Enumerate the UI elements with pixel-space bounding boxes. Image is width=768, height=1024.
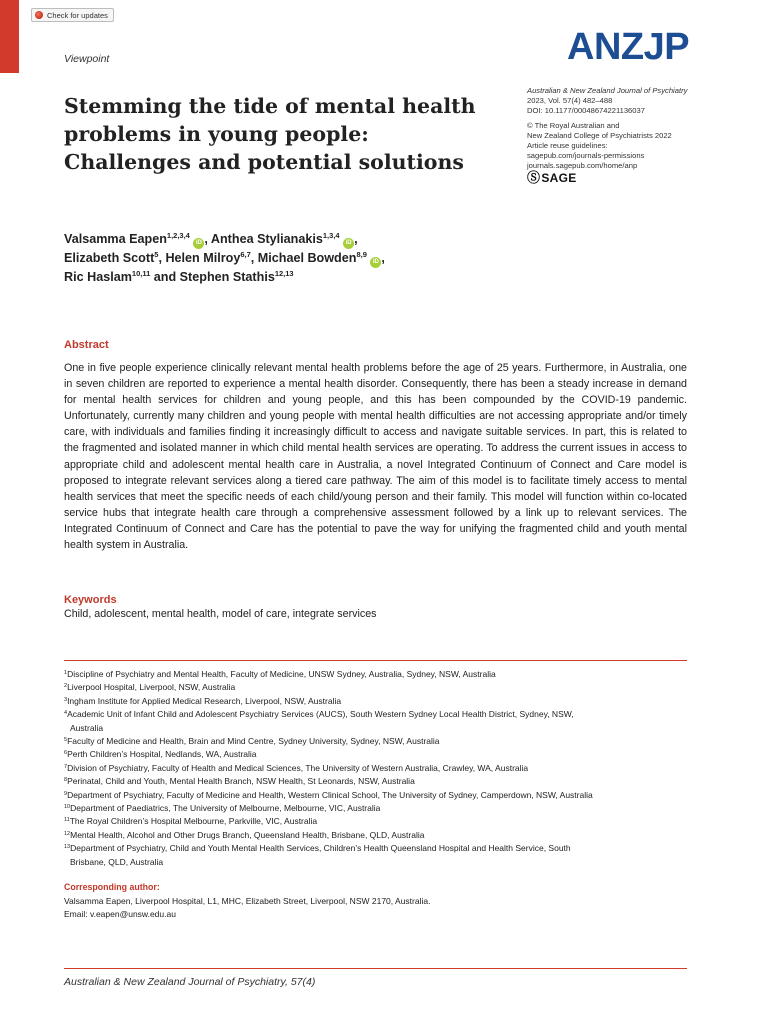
affiliation-text: Discipline of Psychiatry and Mental Health, Faculty of Medicine, UNSW Sydney, Australia, Sydney, NSW, Australia	[67, 669, 496, 679]
author-name: Ric Haslam	[64, 270, 132, 284]
affiliation-number: 11	[64, 817, 70, 824]
copyright-line-2: New Zealand College of Psychiatrists 2022	[527, 131, 672, 140]
affiliation-item	[64, 789, 687, 802]
corresponding-heading: Corresponding author:	[64, 882, 160, 892]
article-type: Viewpoint	[64, 53, 110, 65]
affiliation-text: Faculty of Medicine and Health, Brain and Mind Centre, Sydney University, Sydney, NSW, Australia	[67, 736, 440, 747]
affiliation-number: 13	[64, 844, 71, 851]
affiliation-number: 3	[64, 696, 68, 703]
author-name: Anthea Stylianakis	[210, 232, 323, 246]
affiliation-number: 7	[64, 763, 68, 770]
affiliation-text: Perth Children’s Hospital, Nedlands, WA, Australia	[67, 749, 257, 760]
affiliation-item	[64, 708, 687, 735]
and-word: and	[153, 270, 177, 284]
journal-homepage-link[interactable]: journals.sagepub.com/home/anp	[527, 161, 638, 170]
article-title: Stemming the tide of mental health problems in young people: Challenges and potential solutions	[64, 94, 476, 174]
affiliation-item	[64, 829, 687, 842]
author-affil-refs: 1,3,4	[322, 231, 340, 240]
copyright-line-1: © The Royal Australian and	[527, 121, 620, 130]
affiliation-text: Liverpool Hospital, Liverpool, NSW, Australia	[67, 682, 236, 693]
orcid-icon[interactable]: iD	[193, 238, 204, 249]
reuse-guidelines-label: Article reuse guidelines:	[527, 141, 608, 150]
affiliation-number: 6	[64, 750, 68, 757]
permissions-link[interactable]: sagepub.com/journals-permissions	[527, 151, 645, 160]
orcid-icon[interactable]: iD	[343, 238, 354, 249]
affiliation-number: 5	[64, 737, 68, 744]
affiliation-text: The Royal Children’s Hospital Melbourne, Parkville, VIC, Australia	[69, 816, 318, 827]
affiliation-text: Perinatal, Child and Youth, Mental Health Branch, NSW Health, St Leonards, NSW, Australia	[67, 776, 415, 787]
corresponding-details	[64, 895, 430, 922]
affiliation-number: 1	[64, 670, 68, 676]
affiliation-number: 4	[64, 710, 68, 717]
affiliation-item	[64, 802, 687, 815]
affiliation-item	[64, 668, 687, 681]
page-footer: Australian & New Zealand Journal of Psychiatry, 57(4)	[64, 976, 316, 988]
corresponding-email[interactable]: Email: v.eapen@unsw.edu.au	[64, 909, 176, 920]
affiliation-text: Department of Psychiatry, Faculty of Medicine and Health, Western Clinical School, The University of Sydney, Camperdown, NSW, Australia	[67, 789, 593, 800]
author-affil-refs: 10,11	[131, 269, 151, 278]
author-affil-refs: 12,13	[274, 269, 294, 278]
affiliation-item	[64, 775, 687, 788]
journal-meta	[527, 86, 727, 183]
affiliation-text: Department of Psychiatry, Child and Youth Mental Health Services, Children’s Health Queensland Hospital and Health Service, South	[70, 843, 571, 854]
author-name: Helen Milroy	[165, 251, 241, 265]
affiliation-text: Academic Unit of Infant Child and Adolescent Psychiatry Services (AUCS), South Western Sydney Local Health District, Sydney, NSW,	[67, 709, 574, 720]
affiliation-item	[64, 842, 687, 869]
affiliation-number: 10	[64, 804, 71, 811]
author-affil-refs: 6,7	[240, 250, 251, 259]
affiliation-text: Department of Paediatrics, The University of Melbourne, Melbourne, VIC, Australia	[70, 803, 381, 814]
author-name: Valsamma Eapen	[64, 232, 167, 246]
affiliations-list	[64, 668, 687, 869]
affiliation-item	[64, 748, 687, 761]
publisher-logo	[527, 170, 727, 185]
keywords-heading: Keywords	[64, 594, 117, 606]
journal-volume: 2023, Vol. 57(4) 482–488	[527, 96, 613, 105]
affiliation-text: Mental Health, Alcohol and Other Drugs Branch, Queensland Health, Brisbane, QLD, Australia	[70, 829, 425, 840]
author-name: Elizabeth Scott	[64, 251, 155, 265]
affiliation-number: 2	[64, 683, 68, 690]
divider	[64, 660, 687, 661]
author-affil-refs: 1,2,3,4	[166, 231, 190, 240]
author-affil-refs: 5	[154, 250, 159, 259]
accent-bar	[0, 0, 19, 73]
footer-divider	[64, 968, 687, 969]
author-list: Valsamma Eapen$^{1,2,3,4}$ iD , Anthea Stylianakis$^{1,3,4}$ iD , Elizabeth Scott$^5$, Helen Milroy$^{6,7}$, Michael Bowden$^{8,9}$ iD , Ric Haslam$^{10,11}$ and Stephen Stathis$^{12,13}$	[64, 231, 385, 284]
abstract-text: One in five people experience clinically relevant mental health problems before the age of 25 years. Furthermore, in Australia, one in seven children are reported to experience a mental health disorder. Consequently, there has been a steady increase in demand for mental health services for children and young people, and this has been compounded by the COVID-19 pandemic. Unfortunately, currently many children and young people with mental health difficulties are not accessing appropriate and/or timely care, with individuals and families finding it increasingly difficult to access and navigate suitable services. In part, this is related to the fragmented and isolated manner in which child mental health services are operating. To address the current issues in access to appropriate child and adolescent mental health care in Australia, a novel Integrated Continuum of Connect and Care model is proposed to integrate relevant services along a tiered care pathway. The aim of this model is to facilitate timely access to mental health services that meet the specific needs of each child/young person and their family. This model will function within co-located service hubs that integrate health care through a comprehensive assessment followed by a link up to relevant services. The Integrated Continuum of Connect and Care has the potential to pave the way for unifying the fragmented child and youth mental health system in Australia.	[64, 362, 687, 552]
affiliation-number: 9	[64, 790, 68, 797]
affiliation-text: Ingham Institute for Applied Medical Research, Liverpool, NSW, Australia	[67, 695, 342, 706]
author-name: Stephen Stathis	[179, 270, 275, 284]
affiliation-item	[64, 681, 687, 694]
check-for-updates-label: Check for updates	[47, 10, 108, 20]
journal-logo: ANZJP	[567, 26, 690, 68]
affiliation-text-cont: Brisbane, QLD, Australia	[70, 856, 164, 867]
affiliation-item	[64, 815, 687, 828]
affiliation-number: 12	[64, 830, 71, 837]
affiliation-item	[64, 762, 687, 775]
affiliation-text-cont: Australia	[70, 722, 104, 733]
sage-icon: Ⓢ	[527, 170, 541, 185]
keywords-text: Child, adolescent, mental health, model of care, integrate services	[64, 608, 377, 620]
affiliation-item	[64, 735, 687, 748]
corresponding-address: Valsamma Eapen, Liverpool Hospital, L1, MHC, Elizabeth Street, Liverpool, NSW 2170, Australia.	[64, 896, 431, 906]
check-for-updates-button[interactable]	[31, 8, 114, 22]
affiliation-item	[64, 695, 687, 708]
orcid-icon[interactable]: iD	[370, 257, 381, 268]
author-name: Michael Bowden	[257, 251, 357, 265]
crossmark-icon	[35, 11, 43, 19]
publisher-name: SAGE	[541, 171, 577, 185]
author-affil-refs: 8,9	[356, 250, 367, 259]
doi-link[interactable]: DOI: 10.1177/00048674221136037	[527, 106, 645, 115]
journal-name: Australian & New Zealand Journal of Psychiatry	[527, 86, 688, 95]
affiliation-number: 8	[64, 777, 68, 784]
abstract-heading: Abstract	[64, 339, 109, 351]
affiliation-text: Division of Psychiatry, Faculty of Health and Medical Sciences, The University of Western Australia, Crawley, WA, Australia	[67, 762, 529, 773]
